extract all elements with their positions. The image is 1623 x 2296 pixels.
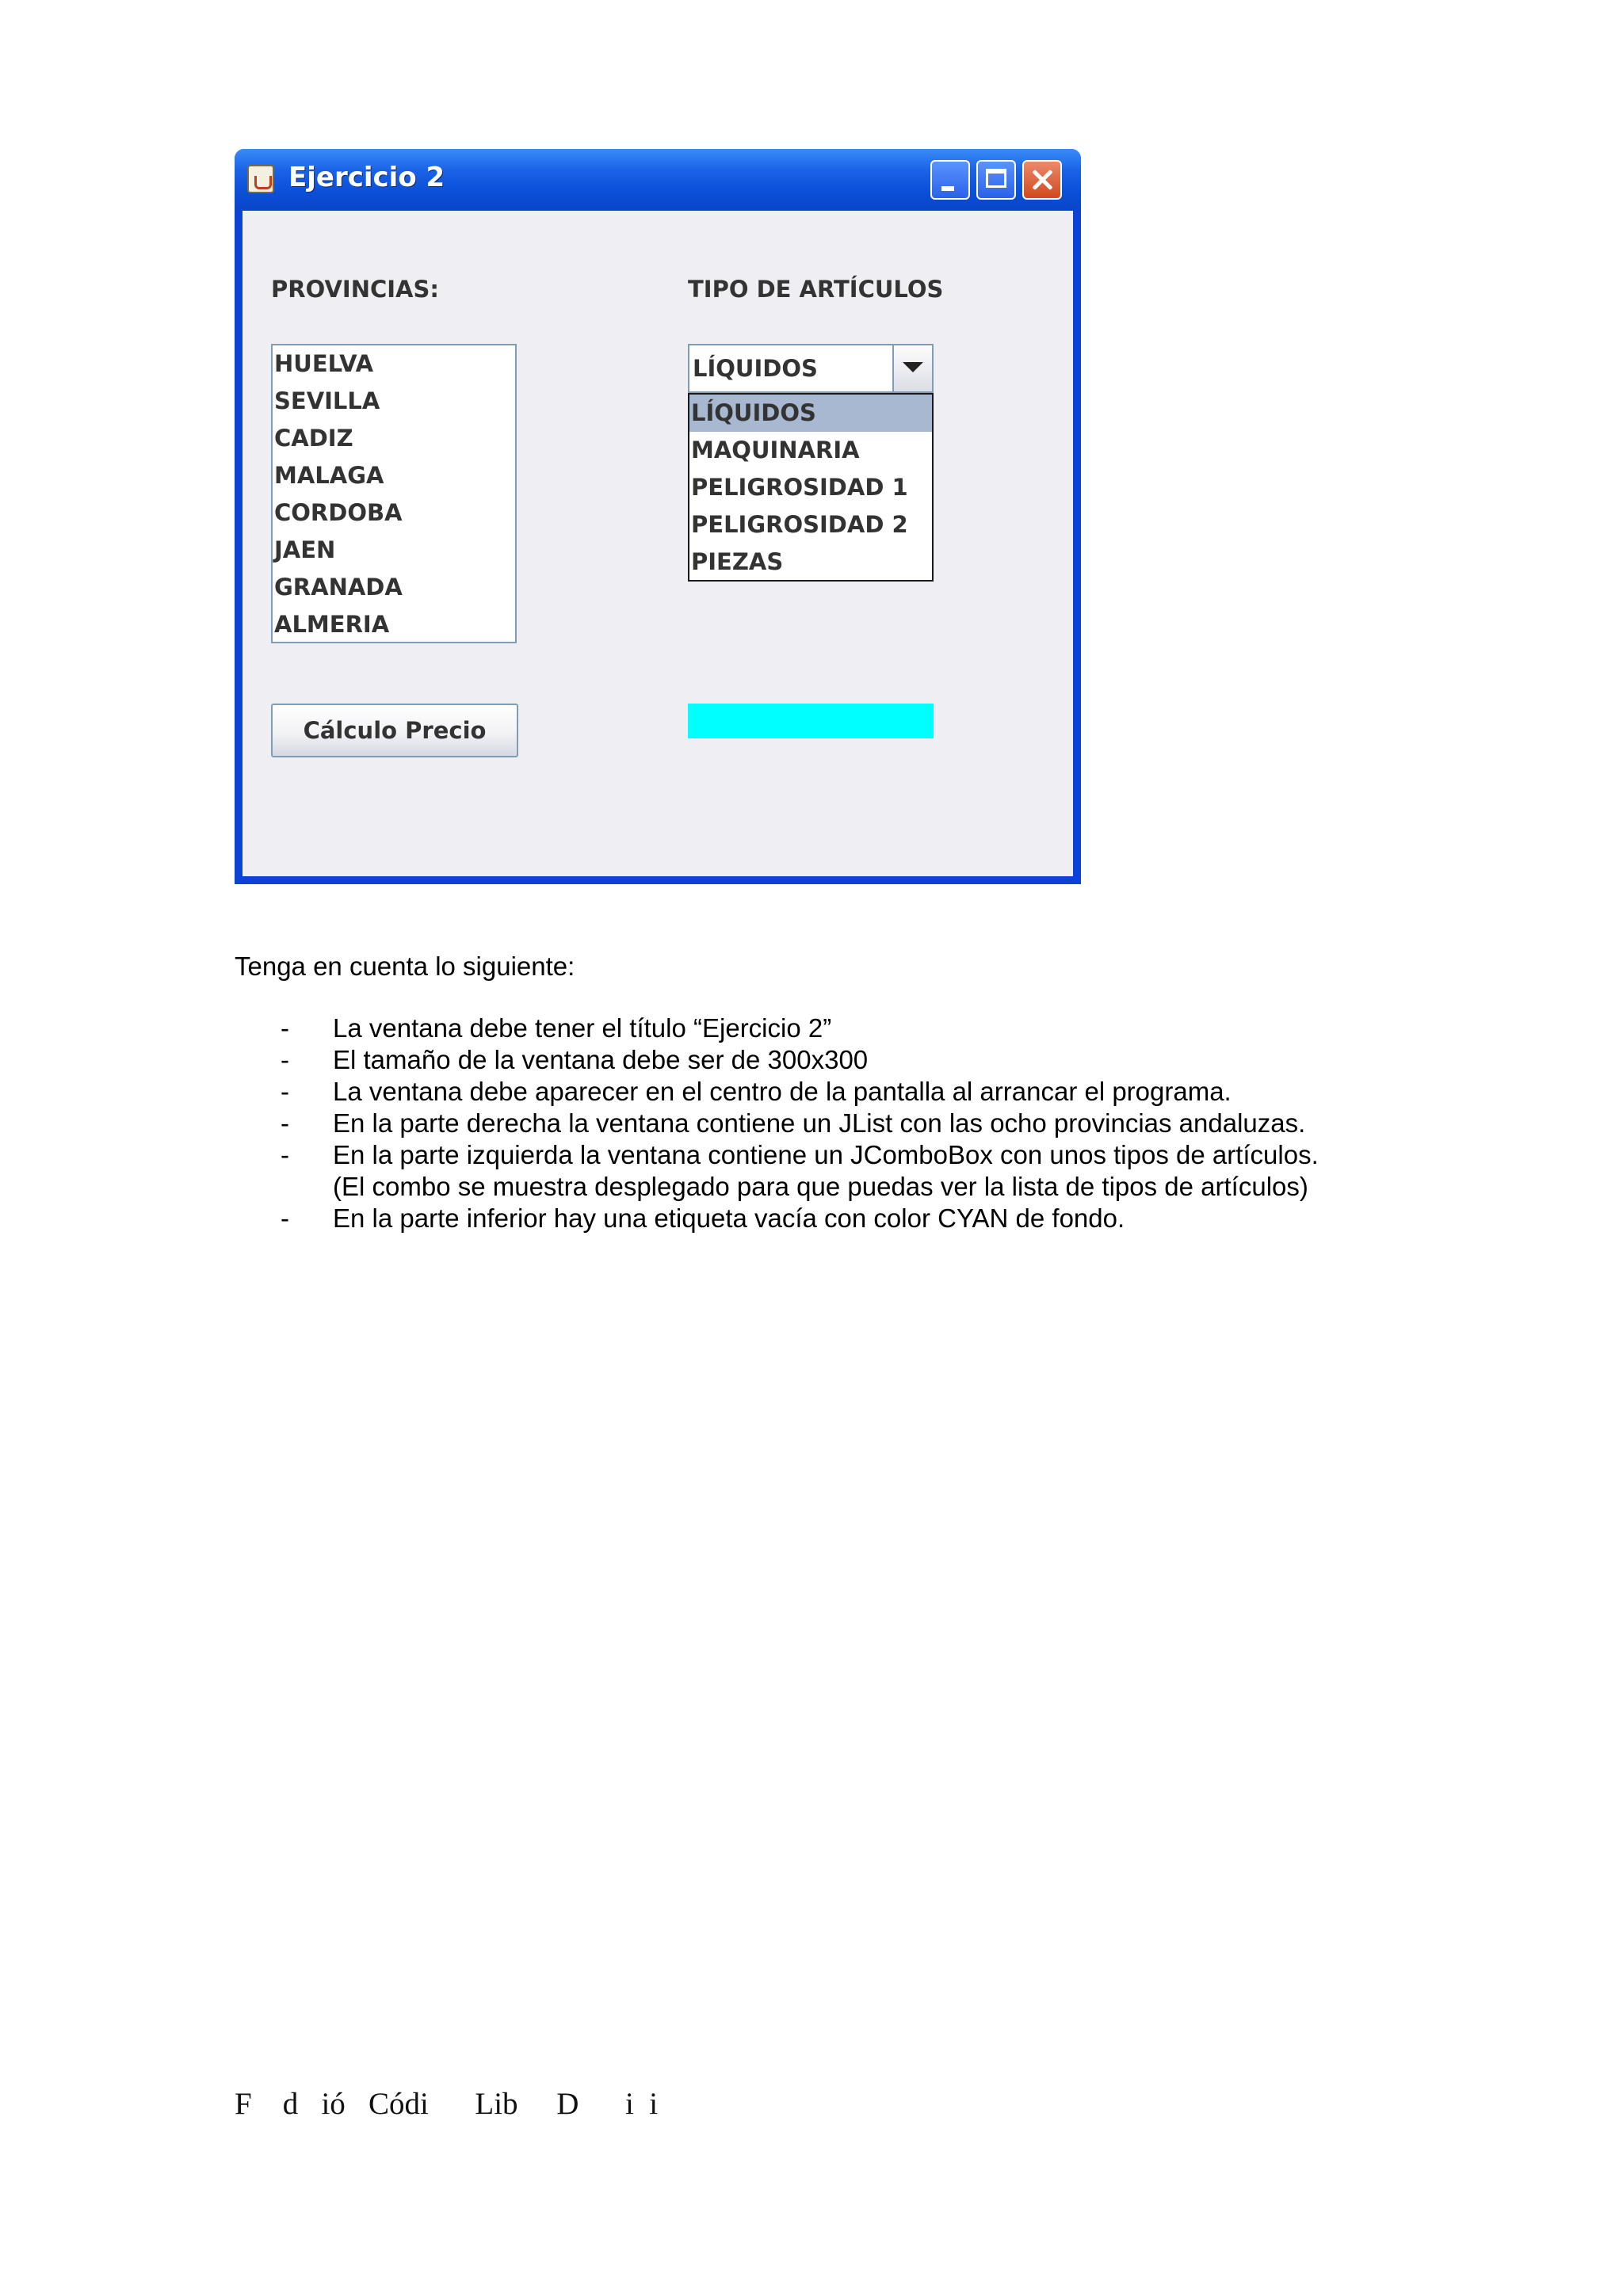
combo-dropdown-list[interactable] xyxy=(688,393,934,582)
provincias-label: PROVINCIAS: xyxy=(271,276,439,303)
maximize-icon xyxy=(986,169,1006,188)
cyan-empty-label xyxy=(688,704,934,738)
list-item xyxy=(235,1013,1319,1044)
calculo-precio-button[interactable]: Cálculo Precio xyxy=(271,704,518,757)
page-footer: F d ió Códi Lib D i i xyxy=(235,2087,659,2121)
bullet-text: La ventana debe tener el título “Ejercicio 2” xyxy=(333,1013,832,1043)
window-content xyxy=(242,211,1073,876)
bullet-text: En la parte derecha la ventana contiene un JList con las ocho provincias andaluzas. xyxy=(333,1108,1306,1138)
list-item xyxy=(235,1108,1319,1139)
list-item xyxy=(235,1076,1319,1108)
java-window-screenshot xyxy=(235,149,1081,884)
list-item[interactable]: SEVILLA xyxy=(274,387,380,414)
java-cup-icon xyxy=(247,165,274,193)
list-item[interactable]: MALAGA xyxy=(274,462,384,489)
bullet-dash: - xyxy=(281,1140,289,1169)
list-item[interactable]: JAEN xyxy=(274,536,336,563)
combo-option[interactable]: PIEZAS xyxy=(691,548,784,575)
list-item xyxy=(235,1203,1319,1234)
list-item[interactable]: CORDOBA xyxy=(274,499,403,526)
bullet-text: La ventana debe aparecer en el centro de la pantalla al arrancar el programa. xyxy=(333,1077,1232,1106)
tipo-articulos-combobox[interactable] xyxy=(688,344,934,393)
list-item[interactable]: ALMERIA xyxy=(274,611,390,638)
tipo-articulos-label: TIPO DE ARTÍCULOS xyxy=(688,276,944,303)
list-item xyxy=(235,1044,1319,1076)
intro-paragraph: Tenga en cuenta lo siguiente: xyxy=(235,952,575,981)
chevron-down-icon[interactable] xyxy=(892,345,932,391)
list-item[interactable]: GRANADA xyxy=(274,574,403,601)
combo-option[interactable]: MAQUINARIA xyxy=(691,437,860,463)
list-item[interactable]: CADIZ xyxy=(274,425,353,452)
requirements-list xyxy=(235,1013,1319,1234)
window-titlebar xyxy=(235,149,1081,211)
list-item[interactable]: HUELVA xyxy=(274,350,374,377)
bullet-text: En la parte inferior hay una etiqueta vacía con color CYAN de fondo. xyxy=(333,1203,1125,1233)
bullet-dash: - xyxy=(281,1108,289,1138)
close-button[interactable] xyxy=(1022,160,1062,200)
combo-option[interactable]: PELIGROSIDAD 1 xyxy=(691,474,908,501)
close-icon xyxy=(1024,162,1060,198)
provincias-list[interactable] xyxy=(271,344,517,643)
bullet-dash: - xyxy=(281,1077,289,1106)
list-item-continuation xyxy=(235,1171,1319,1203)
maximize-button[interactable] xyxy=(976,160,1016,200)
combo-option[interactable]: LÍQUIDOS xyxy=(689,395,932,432)
bullet-text: (El combo se muestra desplegado para que puedas ver la lista de tipos de artículos) xyxy=(333,1172,1308,1201)
bullet-dash: - xyxy=(281,1045,289,1074)
combo-option[interactable]: PELIGROSIDAD 2 xyxy=(691,511,908,538)
bullet-text: El tamaño de la ventana debe ser de 300x300 xyxy=(333,1045,869,1074)
minimize-icon xyxy=(941,186,954,191)
window-title: Ejercicio 2 xyxy=(288,162,445,193)
minimize-button[interactable] xyxy=(930,160,970,200)
bullet-dash: - xyxy=(281,1013,289,1043)
combo-selected-value: LÍQUIDOS xyxy=(693,355,818,382)
bullet-text: En la parte izquierda la ventana contiene un JComboBox con unos tipos de artículos. xyxy=(333,1140,1319,1169)
list-item xyxy=(235,1139,1319,1171)
bullet-dash: - xyxy=(281,1203,289,1233)
